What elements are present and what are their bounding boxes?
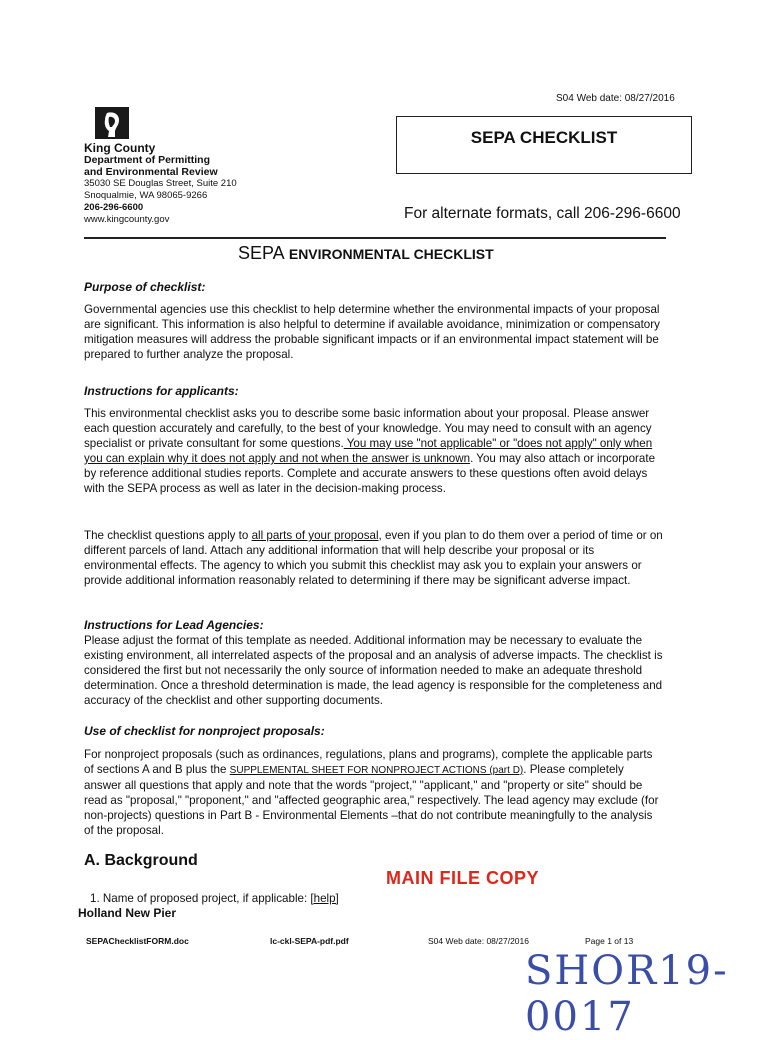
applicants-paragraph-1 — [84, 406, 664, 496]
applicants-p1-text: This environmental checklist asks you to describe some basic information about your proposal. Please answer each question accurately and carefully, to the best of your knowledge. You may need to consult with an agency specialist or private consultant for some questions. — [84, 407, 652, 450]
footer-page-number: Page 1 of 13 — [585, 936, 634, 946]
alternate-formats-note: For alternate formats, call 206-296-6600 — [404, 205, 681, 222]
purpose-text: Governmental agencies use this checklist to help determine whether the environmental impacts of your proposal are significant. This information is also helpful to determine if available avoidance, minimization or compensatory mitigation measures will address the probable significant impacts or if an environmental impact statement will be prepared to further analyze the proposal. — [84, 303, 660, 361]
applicants-p2-underlined: all parts of your proposal — [251, 529, 379, 542]
question-1 — [90, 892, 339, 905]
main-heading — [238, 243, 494, 264]
address-line-1: 35030 SE Douglas Street, Suite 210 — [84, 178, 237, 189]
address-line-2: Snoqualmie, WA 98065-9266 — [84, 190, 208, 201]
web-date-top: S04 Web date: 08/27/2016 — [556, 93, 675, 104]
king-county-logo — [95, 107, 129, 139]
footer-pdf-name: lc-ckl-SEPA-pdf.pdf — [270, 936, 349, 946]
applicants-p2-text: The checklist questions apply to — [84, 529, 252, 542]
help-link[interactable]: [help] — [310, 892, 339, 905]
nonproject-text-start: For nonproject proposals (such as ordinances, regulations, plans and programs), complete the applicable parts of sections A and B plus the — [84, 748, 653, 776]
lead-agencies-text: Please adjust the format of this template as needed. Additional information may be necessary to evaluate the existing environment, all interrelated aspects of the proposal and an analysis of adverse impacts. The checklist is considered the first but not necessarily the only source of information needed to make an adequate threshold determination. Once a threshold determination is made, the lead agency is responsible for the completeness and accuracy of the checklist and other supporting documents. — [84, 634, 663, 707]
project-name-answer: Holland New Pier — [78, 906, 177, 920]
footer-web-date: S04 Web date: 08/27/2016 — [428, 936, 529, 946]
main-heading-rest: ENVIRONMENTAL CHECKLIST — [288, 246, 494, 262]
phone-number: 206-296-6600 — [84, 202, 144, 213]
main-file-copy-stamp: MAIN FILE COPY — [386, 868, 540, 888]
nonproject-text-end: . Please completely answer all questions that apply and note that the words "project," "applicant," and "property or site" should be read as "proposal," "proponent," and "affected geographic area," respectively. The lead agency may exclude (for non-projects) questions in Part B - Environmental Elements –that do not contribute meaningfully to the analysis of the proposal. — [84, 763, 659, 837]
applicants-title: Instructions for applicants: — [84, 384, 239, 398]
question-1-label: 1. Name of proposed project, if applicable: — [90, 892, 311, 905]
background-heading: A. Background — [84, 852, 198, 869]
applicants-p1-underlined: You may use "not applicable" or "does not apply" only when you can explain why it does not apply and not when the answer is unknown — [84, 437, 653, 465]
supplemental-sheet-link[interactable]: SUPPLEMENTAL SHEET FOR NONPROJECT ACTIONS (part D) — [229, 765, 524, 776]
footer-file-name: SEPAChecklistFORM.doc — [86, 936, 189, 946]
purpose-title: Purpose of checklist: — [84, 280, 206, 294]
nonproject-text — [84, 747, 664, 838]
handwritten-file-number: SHOR19-0017 — [525, 948, 729, 1040]
organization-block — [84, 142, 237, 226]
applicants-p1-text-end: . You may also attach or incorporate by reference additional studies reports. Complete and accurate answers to these questions often avoid delays with the SEPA process as well as later in the decision-making process. — [84, 452, 656, 495]
department-line-1: Department of Permitting — [84, 154, 211, 166]
main-heading-prefix: SEPA — [238, 243, 285, 263]
checklist-title-box — [396, 116, 692, 174]
applicants-paragraph-2 — [84, 528, 664, 588]
nonproject-title: Use of checklist for nonproject proposals: — [84, 724, 325, 738]
lead-agencies-title: Instructions for Lead Agencies: — [84, 618, 264, 632]
website: www.kingcounty.gov — [84, 214, 170, 225]
county-name: King County — [84, 141, 156, 155]
department-line-2: and Environmental Review — [84, 166, 218, 178]
header-divider — [84, 237, 666, 239]
applicants-p2-text-end: , even if you plan to do them over a period of time or on different parcels of land. Attach any additional information that will help describe your proposal or its environmental effects. The agency to which you submit this checklist may ask you to explain your answers or provide additional information reasonably related to determining if there may be significant adverse impact. — [84, 529, 663, 587]
checklist-title: SEPA CHECKLIST — [470, 128, 618, 147]
